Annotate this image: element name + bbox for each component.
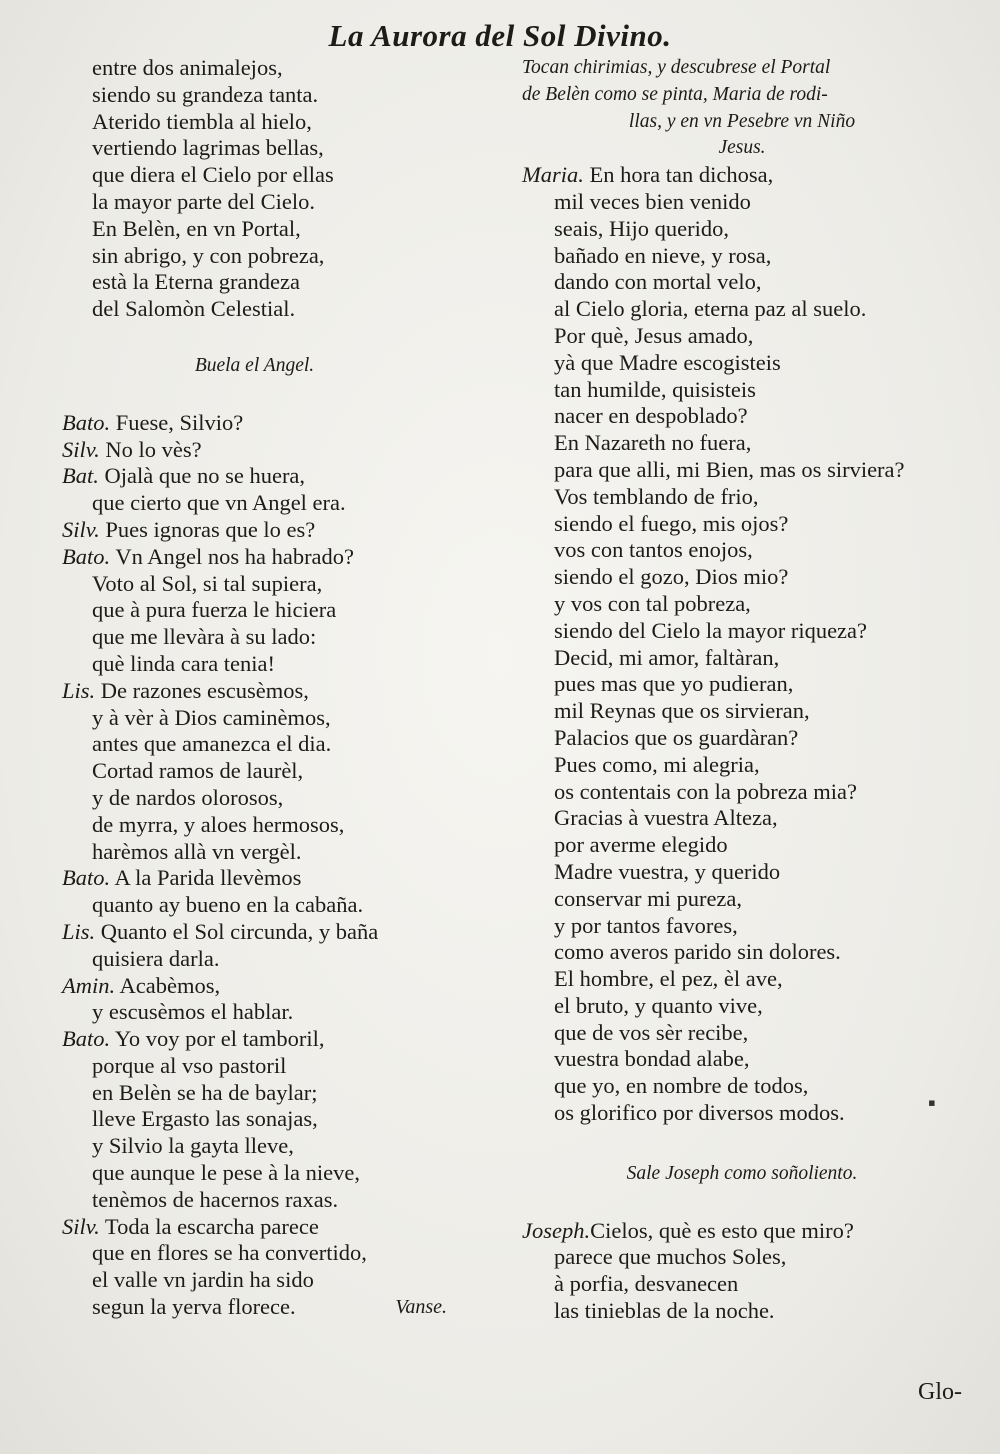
verse-line: que yo, en nombre de todos, [554, 1073, 809, 1099]
verse-block [62, 55, 447, 323]
spacer [62, 323, 447, 353]
dialogue-text: Quanto el Sol circunda, y baña [100, 918, 379, 944]
verse-line: que diera el Cielo por ellas [92, 162, 334, 188]
dialogue-line [62, 919, 447, 946]
verse-line: està la Eterna grandeza [92, 269, 300, 295]
verse-line: y por tantos favores, [554, 912, 738, 938]
dialogue-text: Vn Angel nos ha habrado? [115, 543, 355, 569]
stage-direction-line: llas, y en vn Pesebre vn Niño [628, 110, 856, 132]
verse-line: Madre vuestra, y querido [554, 858, 781, 884]
verse-line: mil veces bien venido [554, 188, 751, 214]
verse-line: seais, Hijo querido, [554, 215, 729, 241]
verse-line: como averos parido sin dolores. [554, 939, 841, 965]
stage-direction: Sale Joseph como soñoliento. [626, 1162, 858, 1184]
dialogue-text: Cortad ramos de laurèl, [92, 758, 304, 784]
dialogue-text: y Silvio la gayta lleve, [92, 1133, 294, 1159]
verse-line: dando con mortal velo, [554, 269, 762, 295]
verse-line: siendo el fuego, mis ojos? [554, 510, 789, 536]
dialogue-text: Voto al Sol, si tal supiera, [92, 570, 323, 596]
verse-line: vertiendo lagrimas bellas, [92, 135, 324, 161]
dialogue-line [62, 946, 447, 973]
dialogue-text: quanto ay bueno en la cabaña. [92, 892, 364, 918]
dialogue-text: A la Parida llevèmos [114, 865, 302, 891]
dialogue-text: en Belèn se ha de baylar; [92, 1079, 318, 1105]
verse-line: bañado en nieve, y rosa, [554, 242, 772, 268]
dialogue-text: y escusèmos el hablar. [92, 999, 294, 1025]
verse-line: vos con tantos enojos, [554, 537, 753, 563]
dialogue-text: quisiera darla. [92, 945, 220, 971]
verse-line: Pues como, mi alegria, [554, 751, 760, 777]
dialogue-line [62, 597, 447, 624]
dialogue-text: que me llevàra à su lado: [92, 624, 317, 650]
dialogue-line [62, 865, 447, 892]
dialogue-line [62, 437, 447, 464]
verse-line: El hombre, el pez, èl ave, [554, 966, 783, 992]
dialogue-line [62, 517, 447, 544]
dialogue-text: què linda cara tenia! [92, 650, 276, 676]
dialogue-text: de myrra, y aloes hermosos, [92, 811, 345, 837]
verse-line: tan humilde, quisisteis [554, 376, 756, 402]
verse-line: à porfia, desvanecen [554, 1271, 739, 1297]
ink-mark: ▪ [928, 1090, 936, 1115]
dialogue-text: que cierto que vn Angel era. [92, 490, 346, 516]
dialogue-line [522, 1218, 962, 1245]
verse-line: Gracias à vuestra Alteza, [554, 805, 778, 831]
speaker-name: Bat. [62, 463, 99, 489]
dialogue-text: Pues ignoras que lo es? [105, 516, 316, 542]
dialogue-text: De razones escusèmos, [100, 677, 309, 703]
verse-line: Palacios que os guardàran? [554, 724, 799, 750]
dialogue-line [62, 839, 447, 866]
stage-direction-line: Tocan chirimias, y descubrese el Portal [522, 57, 831, 78]
dialogue-line [62, 544, 447, 571]
stage-direction: Buela el Angel. [194, 354, 315, 376]
dialogue-text: Yo voy por el tamboril, [114, 1026, 325, 1052]
catchword: Glo- [918, 1379, 962, 1405]
dialogue-line [62, 785, 447, 812]
dialogue-line [62, 1214, 447, 1241]
dialogue-text: Cielos, què es esto que miro? [590, 1217, 854, 1243]
spacer [522, 1188, 962, 1218]
dialogue-line [62, 1133, 447, 1160]
speaker-name: Silv. [62, 516, 100, 542]
dialogue-line [62, 1053, 447, 1080]
verse-line: la mayor parte del Cielo. [92, 188, 316, 214]
verse-line: En Belèn, en vn Portal, [92, 215, 301, 241]
speaker-name: Joseph. [522, 1217, 591, 1243]
dialogue-line [522, 162, 962, 189]
dialogue-line [62, 571, 447, 598]
stage-direction-line: de Belèn como se pinta, Maria de rodi- [522, 83, 828, 105]
dialogue-line [62, 892, 447, 919]
dialogue-text: el valle vn jardin ha sido [92, 1267, 314, 1293]
dialogue-text: y de nardos olorosos, [92, 784, 284, 810]
dialogue-line [62, 812, 447, 839]
dialogue-text: En hora tan dichosa, [589, 162, 774, 188]
verse-line: Decid, mi amor, faltàran, [554, 644, 780, 670]
speaker-name: Maria. [522, 162, 584, 188]
dialogue-text: que en flores se ha convertido, [92, 1240, 367, 1266]
verse-line: vuestra bondad alabe, [554, 1046, 750, 1072]
verse-line: conservar mi pureza, [554, 885, 743, 911]
dialogue-text: Toda la escarcha parece [104, 1213, 319, 1239]
exit-direction: Vanse. [395, 1296, 447, 1319]
speaker-name: Bato. [62, 865, 111, 891]
verse-line: del Salomòn Celestial. [92, 296, 296, 322]
verse-line: parece que muchos Soles, [554, 1244, 787, 1270]
dialogue-line [62, 463, 447, 490]
verse-line: entre dos animalejos, [92, 55, 283, 80]
dialogue-text: antes que amanezca el dia. [92, 731, 332, 757]
dialogue-text: Acabèmos, [119, 972, 221, 998]
stage-direction-block [522, 55, 962, 162]
verse-line: el bruto, y quanto vive, [554, 992, 763, 1018]
verse-line: yà que Madre escogisteis [554, 349, 781, 375]
dialogue-line [62, 1187, 447, 1214]
speaker-name: Silv. [62, 1213, 100, 1239]
dialogue-line [62, 490, 447, 517]
dialogue-text: Fuese, Silvio? [115, 409, 244, 435]
dialogue-text: tenèmos de hacernos raxas. [92, 1186, 339, 1212]
speaker-name: Bato. [62, 409, 111, 435]
verse-line: las tinieblas de la noche. [554, 1298, 775, 1324]
dialogue-line [62, 1160, 447, 1187]
verse-line: y vos con tal pobreza, [554, 590, 751, 616]
dialogue-line [62, 1267, 447, 1294]
verse-line: nacer en despoblado? [554, 403, 748, 429]
running-title: La Aurora del Sol Divino. [328, 18, 672, 53]
dialogue-text: que aunque le pese à la nieve, [92, 1160, 361, 1186]
dialogue-line [62, 1106, 447, 1133]
verse-line: os glorifico por diversos modos. [554, 1100, 845, 1126]
verse-line: para que alli, mi Bien, mas os sirviera? [554, 456, 905, 482]
spacer [522, 1127, 962, 1161]
verse-line: que de vos sèr recibe, [554, 1019, 749, 1045]
dialogue-line [62, 973, 447, 1000]
stage-direction-line: Jesus. [718, 137, 766, 159]
dialogue-text: segun la yerva florece. [92, 1294, 296, 1320]
verse-line: por averme elegido [554, 832, 728, 858]
verse-line: Vos temblando de frio, [554, 483, 759, 509]
verse-line: sin abrigo, y con pobreza, [92, 242, 325, 268]
verse-line: Aterido tiembla al hielo, [92, 108, 312, 134]
verse-line: Por què, Jesus amado, [554, 322, 754, 348]
speaker-name: Bato. [62, 543, 111, 569]
dialogue-line [62, 1080, 447, 1107]
dialogue-line [62, 705, 447, 732]
dialogue-line [62, 410, 447, 437]
dialogue-line [62, 999, 447, 1026]
dialogue-line [62, 624, 447, 651]
dialogue-text: y à vèr à Dios caminèmos, [92, 704, 331, 730]
right-column [522, 55, 962, 1325]
dialogue-block [62, 410, 447, 1321]
joseph-speech [522, 1218, 962, 1325]
dialogue-line [62, 1240, 447, 1267]
speaker-name: Lis. [62, 918, 96, 944]
dialogue-line [62, 1026, 447, 1053]
spacer [62, 380, 447, 410]
speaker-name: Amin. [62, 972, 116, 998]
dialogue-line [62, 651, 447, 678]
dialogue-text: No lo vès? [105, 436, 202, 462]
dialogue-line [62, 758, 447, 785]
verse-line: En Nazareth no fuera, [554, 430, 752, 456]
speaker-name: Silv. [62, 436, 100, 462]
dialogue-text: porque al vso pastoril [92, 1052, 287, 1078]
verse-line: mil Reynas que os sirvieran, [554, 698, 810, 724]
verse-line: os contentais con la pobreza mia? [554, 778, 858, 804]
dialogue-text: Ojalà que no se huera, [104, 463, 306, 489]
verse-line: pues mas que yo pudieran, [554, 671, 794, 697]
speaker-name: Bato. [62, 1026, 111, 1052]
verse-line: siendo del Cielo la mayor riqueza? [554, 617, 868, 643]
left-column [62, 55, 447, 1321]
maria-speech [522, 162, 962, 1127]
dialogue-text: lleve Ergasto las sonajas, [92, 1106, 318, 1132]
verse-line: siendo su grandeza tanta. [92, 81, 319, 107]
dialogue-text: que à pura fuerza le hiciera [92, 597, 337, 623]
verse-line: al Cielo gloria, eterna paz al suelo. [554, 296, 867, 322]
dialogue-text: harèmos allà vn vergèl. [92, 838, 302, 864]
speaker-name: Lis. [62, 677, 96, 703]
dialogue-line [62, 678, 447, 705]
dialogue-line [62, 731, 447, 758]
dialogue-line [62, 1294, 447, 1321]
verse-line: siendo el gozo, Dios mio? [554, 564, 789, 590]
